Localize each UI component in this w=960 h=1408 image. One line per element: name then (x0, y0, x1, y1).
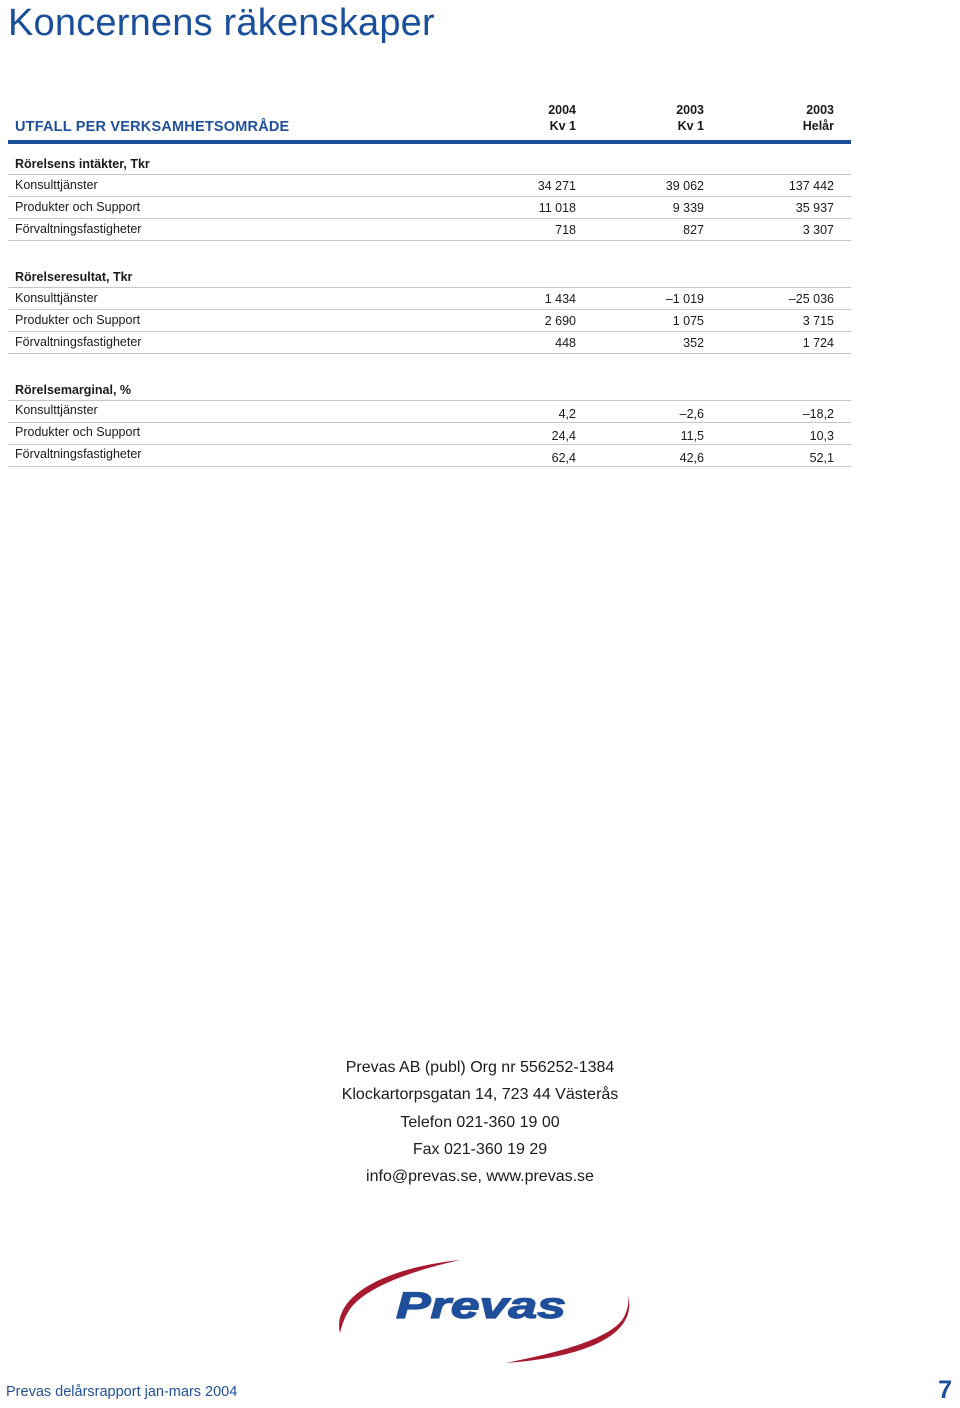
segment-results-table (8, 96, 851, 467)
cell-value: 62,4 (551, 451, 576, 465)
table-row (8, 175, 851, 197)
cell-value: 35 937 (795, 201, 834, 215)
section-heading-operating-margin: Rörelsemarginal, % (8, 378, 851, 401)
cell-value: 448 (555, 336, 576, 350)
table-row (8, 310, 851, 332)
row-label: Produkter och Support (15, 313, 141, 327)
table-header (8, 96, 851, 144)
cell-value: –1 019 (665, 292, 704, 306)
table-row (8, 288, 851, 310)
cell-value: 2 690 (544, 314, 576, 328)
row-label: Förvaltningsfastigheter (15, 447, 142, 461)
cell-value: 34 271 (537, 179, 576, 193)
row-label: Konsulttjänster (15, 291, 98, 305)
cell-value: –2,6 (679, 407, 704, 421)
page-title: Koncernens räkenskaper (8, 2, 435, 44)
cell-value: 39 062 (665, 179, 704, 193)
table-row (8, 423, 851, 445)
column-header-2004-q1: 2004 Kv 1 (548, 103, 576, 133)
logo-wordmark: Prevas (396, 1285, 566, 1326)
cell-value: 1 434 (544, 292, 576, 306)
cell-value: 1 075 (672, 314, 704, 328)
prevas-logo (328, 1255, 634, 1367)
row-label: Konsulttjänster (15, 403, 98, 417)
row-label: Konsulttjänster (15, 178, 98, 192)
cell-value: 1 724 (802, 336, 834, 350)
section-heading-revenue: Rörelsens intäkter, Tkr (8, 152, 851, 175)
cell-value: –25 036 (788, 292, 834, 306)
report-name: Prevas delårsrapport jan-mars 2004 (6, 1384, 238, 1400)
company-address: Klockartorpsgatan 14, 723 44 Västerås (341, 1086, 619, 1104)
company-web-email: info@prevas.se, www.prevas.se (366, 1168, 594, 1186)
company-contact-info (0, 1054, 960, 1190)
row-label: Förvaltningsfastigheter (15, 222, 142, 236)
column-header-2003-full-year: 2003 Helår (802, 103, 834, 133)
table-row (8, 219, 851, 241)
cell-value: 352 (683, 336, 704, 350)
cell-value: –18,2 (802, 407, 834, 421)
section-heading-operating-profit: Rörelseresultat, Tkr (8, 265, 851, 288)
table-heading: UTFALL PER VERKSAMHETSOMRÅDE (15, 119, 290, 135)
cell-value: 11 018 (538, 201, 576, 215)
company-registration: Prevas AB (publ) Org nr 556252-1384 (345, 1059, 615, 1076)
cell-value: 11,5 (680, 429, 704, 443)
table-row (8, 197, 851, 219)
cell-value: 9 339 (672, 201, 704, 215)
cell-value: 3 715 (802, 314, 834, 328)
cell-value: 3 307 (802, 223, 834, 237)
cell-value: 10,3 (809, 429, 834, 443)
cell-value: 137 442 (788, 179, 834, 193)
cell-value: 4,2 (558, 407, 576, 421)
row-label: Produkter och Support (15, 200, 141, 214)
table-row (8, 332, 851, 354)
table-row (8, 445, 851, 467)
cell-value: 24,4 (551, 429, 576, 443)
cell-value: 718 (555, 223, 576, 237)
cell-value: 42,6 (679, 451, 704, 465)
cell-value: 52,1 (809, 451, 834, 465)
table-row (8, 401, 851, 423)
page-number: 7 (938, 1376, 952, 1404)
company-fax: Fax 021-360 19 29 (412, 1140, 548, 1158)
company-phone: Telefon 021-360 19 00 (400, 1113, 560, 1131)
column-header-2003-q1: 2003 Kv 1 (676, 103, 704, 133)
row-label: Produkter och Support (15, 425, 141, 439)
cell-value: 827 (683, 223, 704, 237)
row-label: Förvaltningsfastigheter (15, 335, 142, 349)
